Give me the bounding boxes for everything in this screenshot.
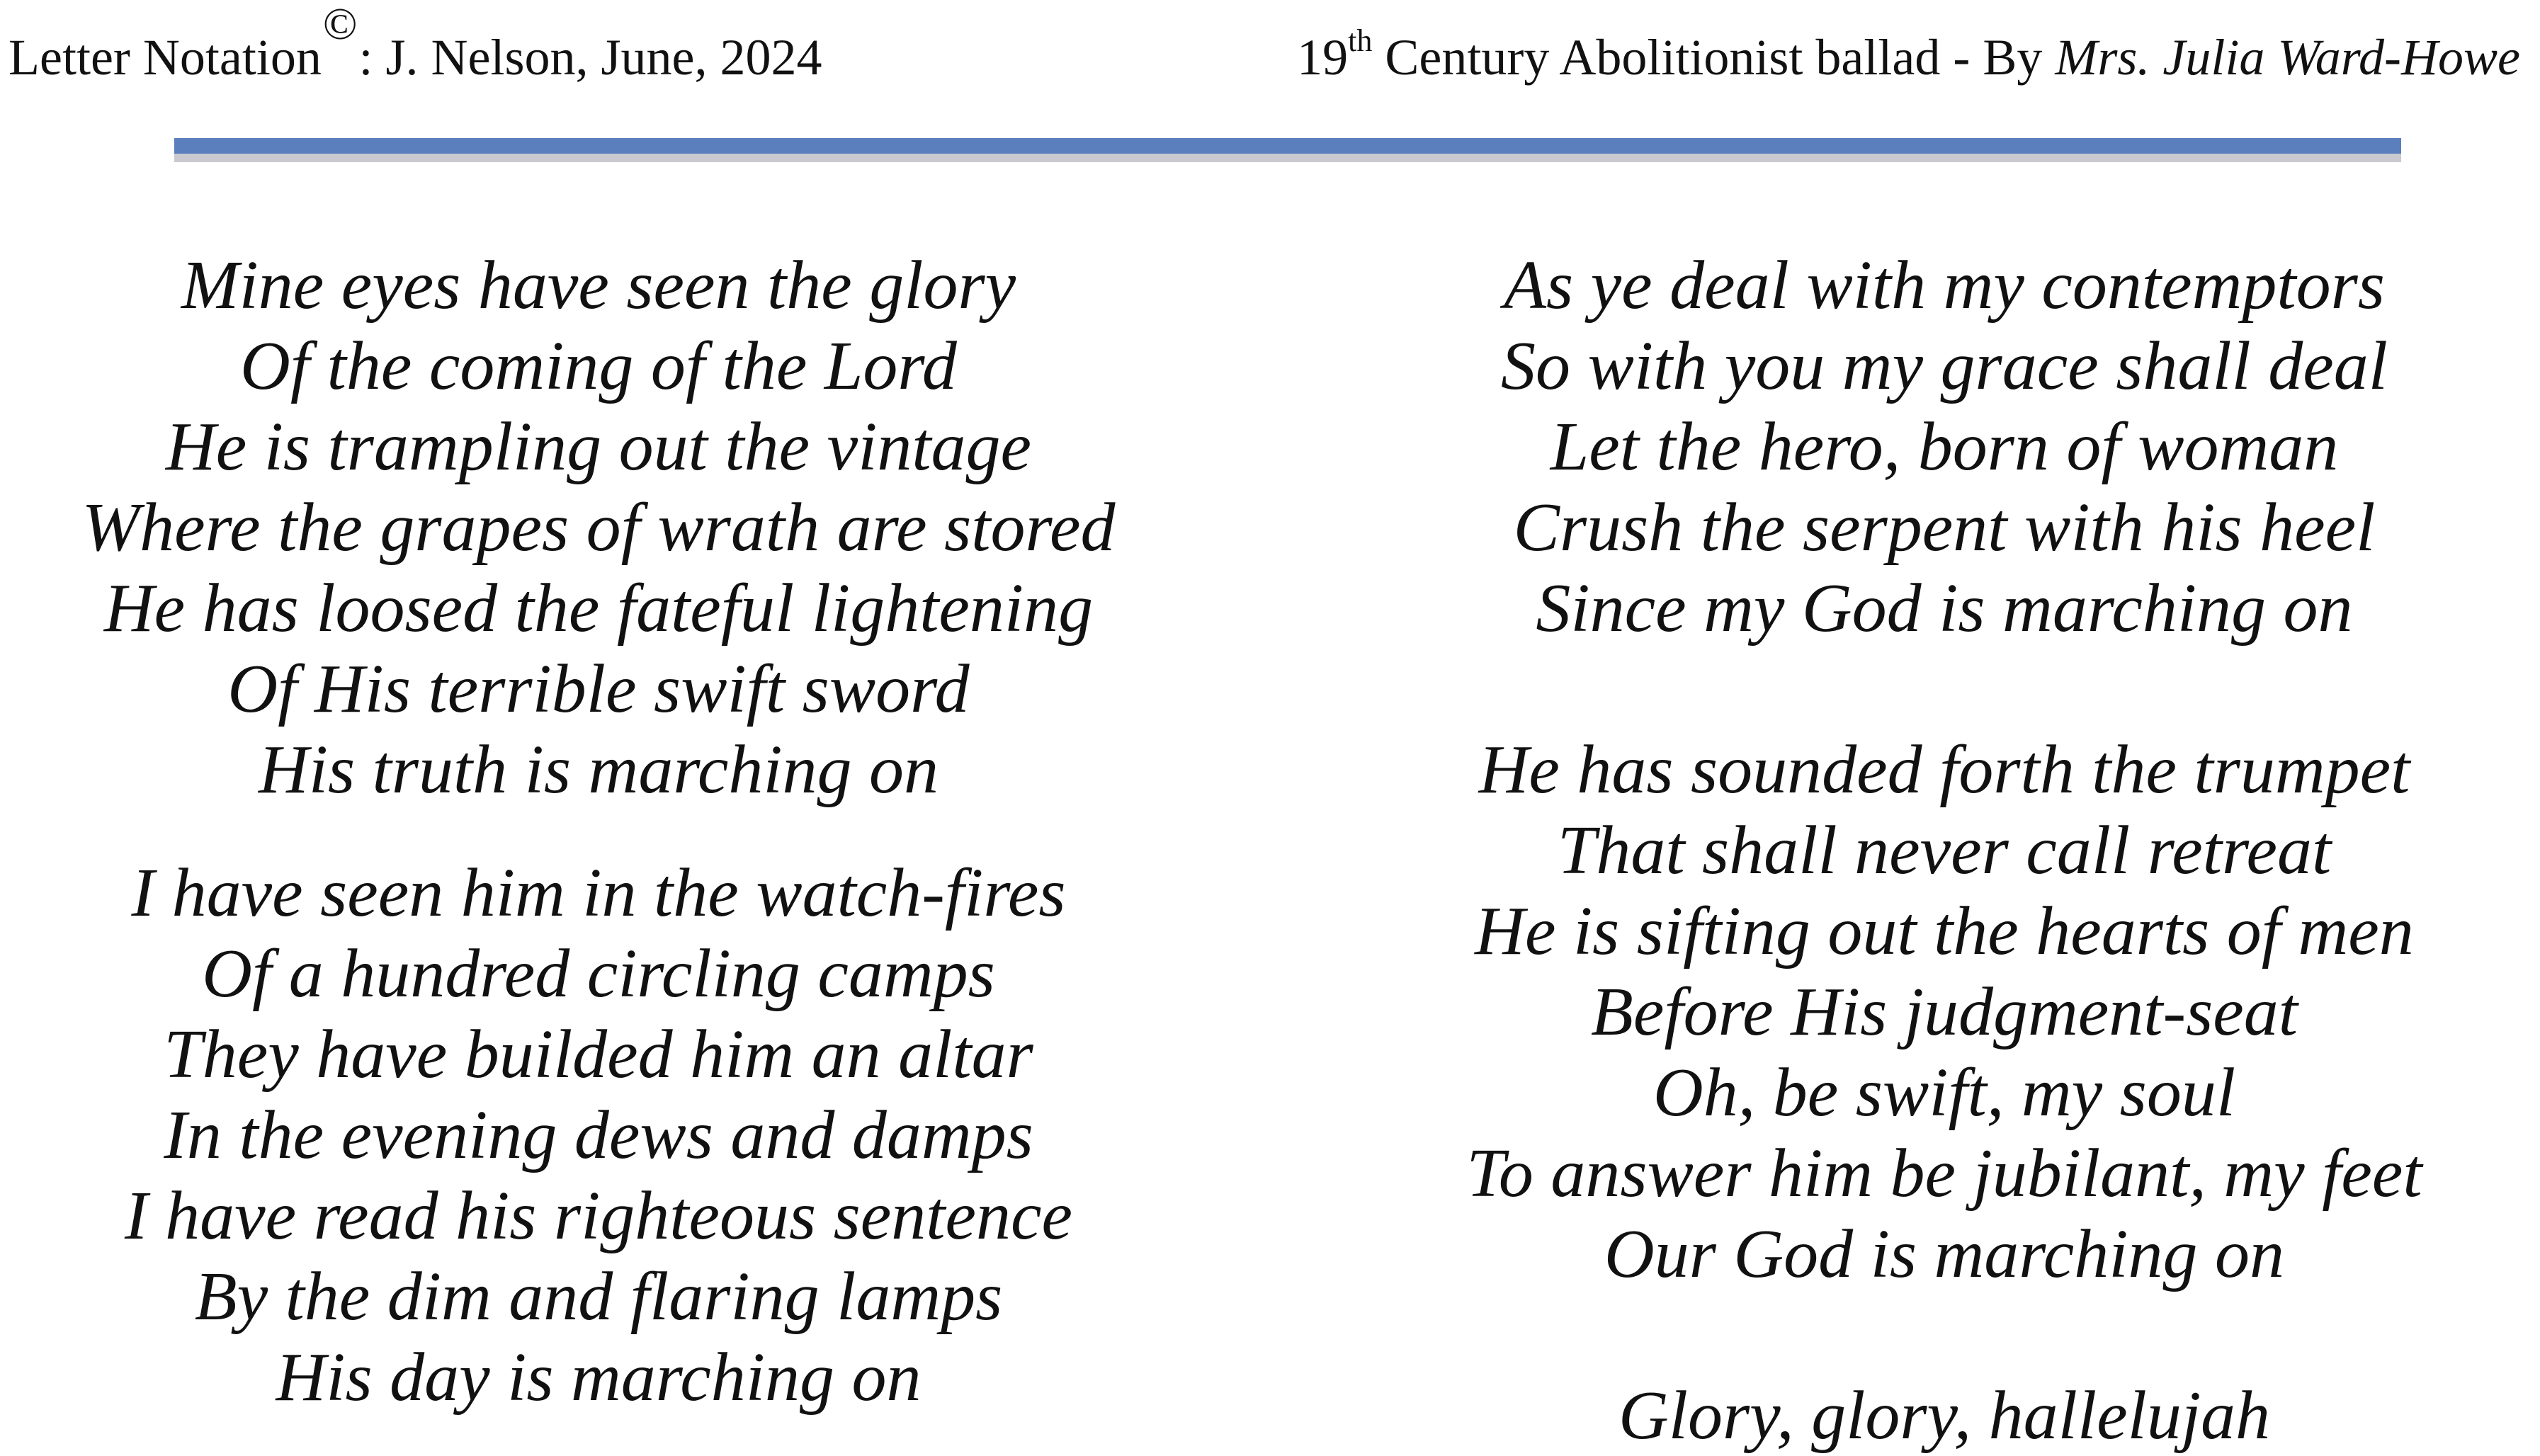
stanza-gap <box>1388 649 2500 729</box>
left-column <box>42 245 1155 1418</box>
left-stanza-1 <box>42 245 1155 810</box>
verse-line: His truth is marching on <box>258 732 939 808</box>
verse-line: That shall never call retreat <box>1557 812 2332 889</box>
verse-line: By the dim and flaring lamps <box>194 1258 1003 1335</box>
verse-line: Mine eyes have seen the glory <box>181 247 1016 324</box>
verse-line: Glory, glory, hallelujah <box>1618 1377 2271 1454</box>
header-right <box>1297 23 2520 88</box>
verse-line: His day is marching on <box>276 1339 922 1416</box>
notation-title: Letter Notation <box>8 29 322 86</box>
right-stanza-2 <box>1388 729 2500 1295</box>
verse-line: Of His terrible swift sword <box>227 651 970 727</box>
verse-line: Let the hero, born of woman <box>1550 409 2339 485</box>
left-stanza-2 <box>42 853 1155 1418</box>
verse-line: Oh, be swift, my soul <box>1652 1054 2236 1131</box>
verse-line: In the evening dews and damps <box>164 1097 1033 1173</box>
verse-line: To answer him be jubilant, my feet <box>1466 1135 2422 1212</box>
verse-line: Before His judgment-seat <box>1591 974 2298 1050</box>
verse-line: Of the coming of the Lord <box>240 328 957 404</box>
verse-line: He is trampling out the vintage <box>165 409 1032 485</box>
right-column <box>1388 245 2500 1456</box>
header-left <box>8 0 822 88</box>
verse-line: Crush the serpent with his heel <box>1513 489 2376 566</box>
verse-line: I have seen him in the watch-fires <box>131 855 1066 931</box>
verse-line: They have builded him an altar <box>164 1016 1033 1093</box>
stanza-gap <box>42 810 1155 853</box>
century-suffix: th <box>1348 23 1373 58</box>
copyright-symbol: © <box>322 0 358 49</box>
header-rule <box>174 138 2401 154</box>
verse-line: He has sounded forth the trumpet <box>1478 732 2410 808</box>
verse-line: Where the grapes of wrath are stored <box>81 489 1116 566</box>
right-stanza-3 <box>1388 1375 2500 1456</box>
verse-line: Of a hundred circling camps <box>202 935 995 1012</box>
century-number: 19 <box>1297 29 1349 86</box>
verse-line: I have read his righteous sentence <box>124 1178 1073 1254</box>
verse-line: So with you my grace shall deal <box>1500 328 2388 404</box>
verse-line: He is sifting out the hearts of men <box>1475 893 2414 969</box>
notation-credit: : J. Nelson, June, 2024 <box>358 29 822 86</box>
verse-line: As ye deal with my contemptors <box>1504 247 2385 324</box>
verse-line: He has loosed the fateful lightening <box>103 570 1094 647</box>
header-rule-shadow <box>174 154 2401 162</box>
ballad-description: Century Abolitionist ballad - By <box>1372 29 2056 86</box>
right-stanza-1 <box>1388 245 2500 649</box>
stanza-gap <box>1388 1295 2500 1375</box>
author-name: Mrs. Julia Ward-Howe <box>2055 29 2520 86</box>
verse-line: Our God is marching on <box>1604 1216 2285 1292</box>
verse-line: Since my God is marching on <box>1536 570 2353 647</box>
